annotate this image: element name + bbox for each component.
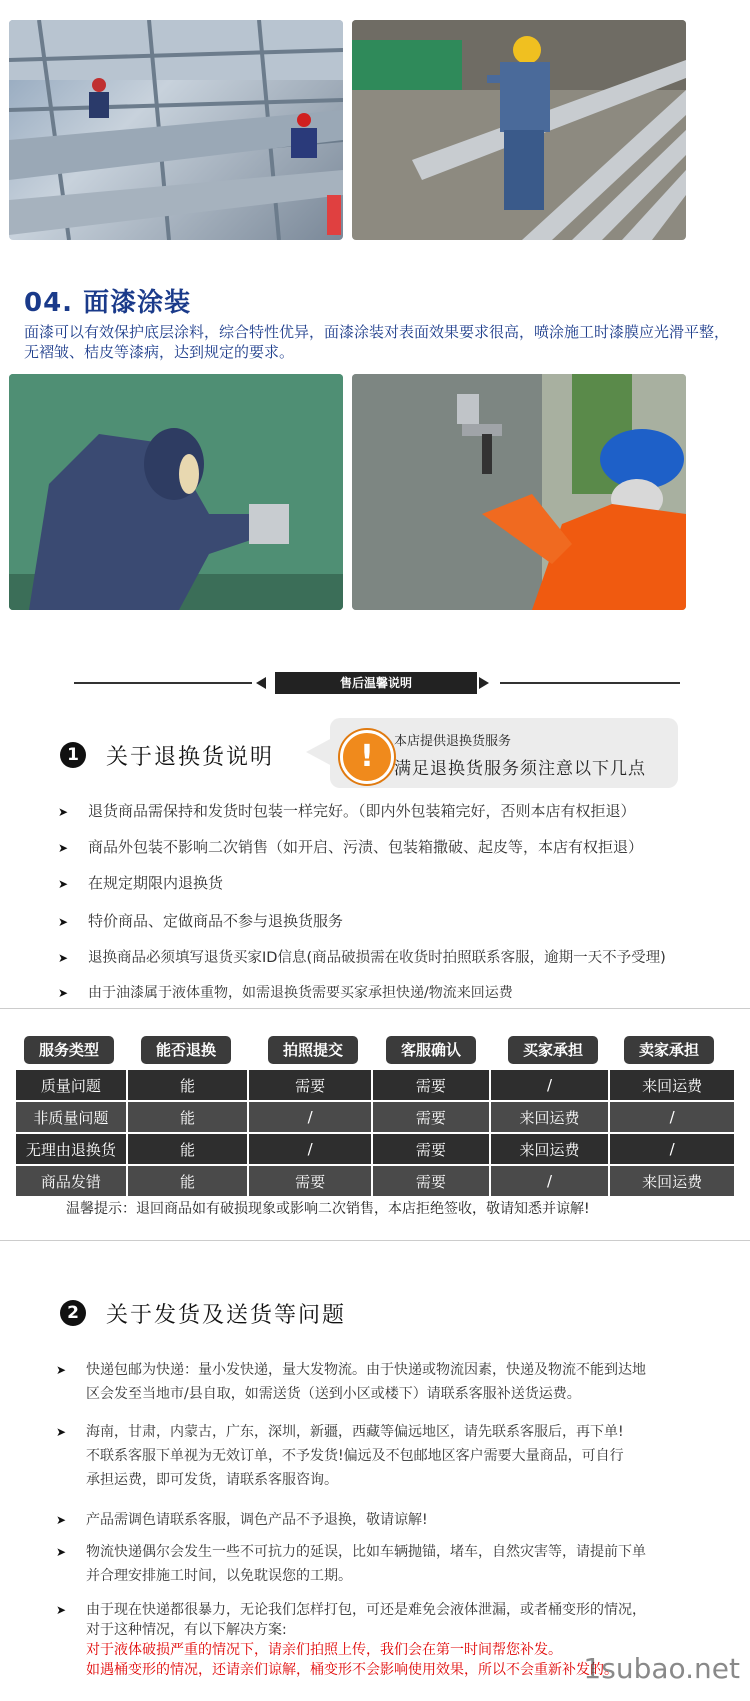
table-cell: 来回运费 — [490, 1101, 610, 1133]
notice-pointer — [306, 738, 332, 766]
list-item: ➤ 产品需调色请联系客服，调色产品不予退换，敬请谅解! — [56, 1508, 746, 1532]
photo-worker-spraying-beams — [352, 20, 686, 240]
divider — [0, 1240, 750, 1241]
table-cell: 需要 — [372, 1069, 490, 1101]
list-item: ➤ 在规定期限内退换货 — [58, 874, 224, 892]
table-cell: 无理由退换货 — [15, 1133, 127, 1165]
section2-heading: 关于发货及送货等问题 — [106, 1303, 347, 1328]
table-header: 买家承担 — [508, 1036, 598, 1064]
table-row — [15, 1165, 735, 1197]
table-cell: 需要 — [372, 1133, 490, 1165]
table-cell: 商品发错 — [15, 1165, 127, 1197]
warning-icon: ! — [340, 730, 394, 784]
list-item: ➤ 由于现在快递都很暴力，无论我们怎样打包，可还是难免会液体泄漏，或者桶变形的情况， 对于这种情况，有以下解决方案: 对于液体破损严重的情况下，请亲们拍照上传，我们会在第一时间帮您补发。 如遇桶变形的情况，还请亲们谅解，桶变形不会影响使用效果，所以不会重新补发的。 — [56, 1602, 646, 1678]
table-cell: 能 — [127, 1133, 249, 1165]
photo-spraying-green-wall — [9, 374, 343, 610]
list-item: ➤ 物流快递偶尔会发生一些不可抗力的延误，比如车辆抛锚，堵车，自然灾害等，请提前下单 并合理安排施工时间，以免耽误您的工期。 — [56, 1540, 746, 1588]
banner-arrow-right — [479, 677, 489, 689]
section1-heading: 关于退换货说明 — [106, 745, 275, 770]
table-header: 能否退换 — [141, 1036, 231, 1064]
arrow-icon: ➤ — [58, 805, 69, 819]
arrow-icon: ➤ — [56, 1363, 67, 1377]
table-cell: 需要 — [248, 1165, 372, 1197]
table-cell: / — [609, 1133, 735, 1165]
arrow-icon: ➤ — [58, 986, 69, 1000]
photo-spray-gun-worker — [352, 374, 686, 610]
table-cell: 需要 — [248, 1069, 372, 1101]
section1-number: 1 — [60, 742, 86, 768]
arrow-icon: ➤ — [58, 951, 69, 965]
table-cell: 来回运费 — [609, 1069, 735, 1101]
table-tip: 温馨提示：退回商品如有破损现象或影响二次销售，本店拒绝签收，敬请知悉并谅解! — [66, 1201, 590, 1217]
list-item: ➤ 快递包邮为快递：量小发快递，量大发物流。由于快递或物流因素，快递及物流不能到达地 区会发至当地市/县自取，如需送货（送到小区或楼下）请联系客服补送货运费。 — [56, 1358, 746, 1406]
table-header: 卖家承担 — [624, 1036, 714, 1064]
table-header: 拍照提交 — [268, 1036, 358, 1064]
table-cell: / — [248, 1101, 372, 1133]
arrow-icon: ➤ — [56, 1513, 67, 1527]
list-item: ➤ 商品外包装不影响二次销售（如开启、污渍、包装箱撒破、起皮等，本店有权拒退） — [58, 838, 644, 856]
table-cell: / — [248, 1133, 372, 1165]
table-cell: 能 — [127, 1069, 249, 1101]
photo-steel-structure-painting — [9, 20, 343, 240]
table-row — [15, 1133, 735, 1165]
list-item: ➤ 退货商品需保持和发货时包装一样完好。（即内外包装箱完好，否则本店有权拒退） — [58, 802, 636, 820]
watermark: 1subao.net — [583, 1652, 740, 1685]
banner-line-left — [74, 682, 252, 684]
arrow-icon: ➤ — [58, 841, 69, 855]
banner-arrow-left — [256, 677, 266, 689]
list-item: ➤ 海南，甘肃，内蒙古，广东，深圳，新疆，西藏等偏远地区，请先联系客服后，再下单! 不联系客服下单视为无效订单，不予发货!偏远及不包邮地区客户需要大量商品，可自行 承担运费，即可发货，请联系客服咨询。 — [56, 1420, 746, 1492]
list-item: ➤ 由于油漆属于液体重物，如需退换货需要买家承担快递/物流来回运费 — [58, 985, 513, 1001]
table-cell: 需要 — [372, 1165, 490, 1197]
table-cell: / — [490, 1165, 610, 1197]
table-cell: 来回运费 — [490, 1133, 610, 1165]
arrow-icon: ➤ — [56, 1545, 67, 1559]
notice-line2: 满足退换货服务须注意以下几点 — [394, 759, 646, 779]
section2-number: 2 — [60, 1300, 86, 1326]
banner-label: 售后温馨说明 — [275, 672, 477, 694]
aftersales-banner — [0, 672, 750, 694]
divider — [0, 1008, 750, 1009]
table-cell: 质量问题 — [15, 1069, 127, 1101]
banner-line-right — [500, 682, 680, 684]
table-cell: / — [609, 1101, 735, 1133]
table-cell: 能 — [127, 1101, 249, 1133]
table-cell: / — [490, 1069, 610, 1101]
table-header: 服务类型 — [24, 1036, 114, 1064]
arrow-icon: ➤ — [56, 1603, 67, 1617]
arrow-icon: ➤ — [56, 1425, 67, 1439]
table-cell: 需要 — [372, 1101, 490, 1133]
list-item: ➤ 退换商品必须填写退货买家ID信息(商品破损需在收货时拍照联系客服，逾期一天不予受理) — [58, 950, 666, 966]
table-cell: 能 — [127, 1165, 249, 1197]
list-item: ➤ 特价商品、定做商品不参与退换货服务 — [58, 912, 344, 930]
arrow-icon: ➤ — [58, 877, 69, 891]
table-row — [15, 1069, 735, 1101]
table-cell: 来回运费 — [609, 1165, 735, 1197]
arrow-icon: ➤ — [58, 915, 69, 929]
table-cell: 非质量问题 — [15, 1101, 127, 1133]
notice-line1: 本店提供退换货服务 — [394, 734, 512, 749]
service-table — [14, 1068, 736, 1198]
section-description: 面漆可以有效保护底层涂料，综合特性优异，面漆涂装对表面效果要求很高，喷涂施工时漆膜应光滑平整，无褶皱、桔皮等漆病，达到规定的要求。 — [24, 323, 730, 361]
section-title: 04. 面漆涂装 — [24, 288, 192, 318]
table-header: 客服确认 — [386, 1036, 476, 1064]
table-row — [15, 1101, 735, 1133]
